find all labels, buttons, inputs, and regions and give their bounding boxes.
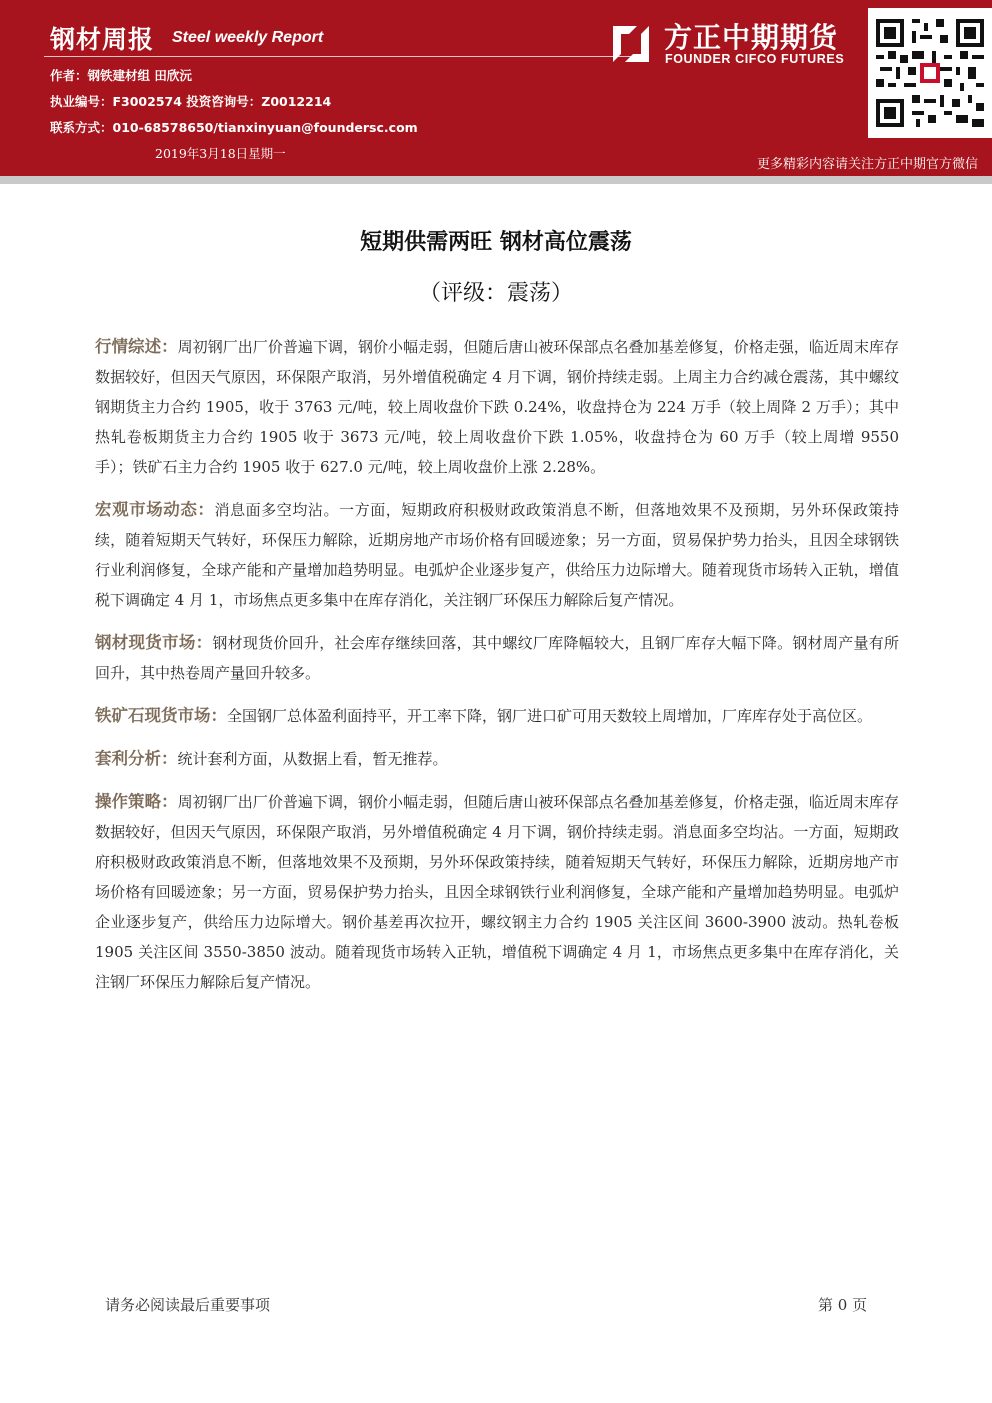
report-header xyxy=(0,0,992,176)
company-name-cn: 方正中期期货 xyxy=(664,21,839,54)
section-arbitrage xyxy=(95,744,899,774)
section-text: 周初钢厂出厂价普遍下调，钢价小幅走弱，但随后唐山被环保部点名叠加基差修复，价格走强，临近周末库存数据较好，但因天气原因，环保限产取消，另外增值税确定 4 月下调，钢价持续走弱。消息面多空均沾。一方面，短期政府积极财政政策消息不断，但落地效果不及预期，另外环保政策持续，随着短期天气转好，环保压力解除，近期房地产市场价格有回暖迹象；另一方面，贸易保护势力抬头，且因全球钢铁行业利润修复，全球产能和产量增加趋势明显。电弧炉企业逐步复产，供给压力边际增大。钢价基差再次拉开，螺纹钢主力合约 1905 关注区间 3600-3900 波动。热轧卷板 1905 关注区间 3550-3850 波动。随着现货市场转入正轨，增值税下调确定 4 月 1，市场焦点更多集中在库存消化，关注钢厂环保压力解除后复产情况。 xyxy=(95,793,900,991)
title-divider xyxy=(44,56,648,57)
company-name-en: FOUNDER CIFCO FUTURES xyxy=(665,52,845,66)
author-line: 作者：钢铁建材组 田欣沅 xyxy=(50,68,192,83)
section-label: 铁矿石现货市场： xyxy=(95,706,227,725)
section-market-summary xyxy=(95,332,899,482)
section-steel-spot xyxy=(95,628,899,688)
section-text: 统计套利方面，从数据上看，暂无推荐。 xyxy=(177,750,448,768)
section-label: 行情综述： xyxy=(95,337,178,356)
page-number: 第 0 页 xyxy=(818,1296,868,1314)
report-body xyxy=(95,332,899,1010)
section-iron-ore-spot xyxy=(95,701,899,731)
wechat-follow-note: 更多精彩内容请关注方正中期官方微信 xyxy=(756,157,978,172)
footer-disclaimer-note: 请务必阅读最后重要事项 xyxy=(105,1296,271,1314)
section-text: 全国钢厂总体盈利面持平，开工率下降，钢厂进口矿可用天数较上周增加，厂库库存处于高位区。 xyxy=(227,707,873,725)
founder-logo-icon xyxy=(609,22,653,66)
section-text: 钢材现货价回升，社会库存继续回落，其中螺纹厂库降幅较大，且钢厂库存大幅下降。钢材周产量有所回升，其中热卷周产量回升较多。 xyxy=(95,634,899,682)
section-label: 套利分析： xyxy=(95,749,178,768)
qr-code xyxy=(868,8,992,138)
report-subtitle: Steel weekly Report xyxy=(172,29,324,46)
header-stripe xyxy=(0,176,992,184)
report-date: 2019年3月18日星期一 xyxy=(155,146,286,161)
section-macro xyxy=(95,495,899,615)
document-rating: （评级：震荡） xyxy=(418,281,573,306)
section-label: 钢材现货市场： xyxy=(95,633,213,652)
section-strategy xyxy=(95,787,899,997)
contact-line: 联系方式：010-68578650/tianxinyuan@foundersc.com xyxy=(50,120,418,135)
document-title: 短期供需两旺 钢材高位震荡 xyxy=(360,230,632,255)
section-label: 操作策略： xyxy=(95,792,178,811)
license-line: 执业编号：F3002574 投资咨询号：Z0012214 xyxy=(50,94,332,109)
qr-code-icon xyxy=(876,14,984,132)
section-text: 消息面多空均沾。一方面，短期政府积极财政政策消息不断，但落地效果不及预期，另外环保政策持续，随着短期天气转好，环保压力解除，近期房地产市场价格有回暖迹象；另一方面，贸易保护势力抬头，且因全球钢铁行业利润修复，全球产能和产量增加趋势明显。电弧炉企业逐步复产，供给压力边际增大。随着现货市场转入正轨，增值税下调确定 4 月 1，市场焦点更多集中在库存消化，关注钢厂环保压力解除后复产情况。 xyxy=(95,501,900,609)
report-title: 钢材周报 xyxy=(50,25,155,54)
section-label: 宏观市场动态： xyxy=(95,500,215,519)
section-text: 周初钢厂出厂价普遍下调，钢价小幅走弱，但随后唐山被环保部点名叠加基差修复，价格走强，临近周末库存数据较好，但因天气原因，环保限产取消，另外增值税确定 4 月下调，钢价持续走弱。上周主力合约减仓震荡，其中螺纹钢期货主力合约 1905，收于 3763 元/吨，较上周收盘价下跌 0.24%，收盘持仓为 224 万手（较上周降 2 万手）；其中热轧卷板期货主力合约 1905 收于 3673 元/吨，较上周收盘价下跌 1.05%，收盘持仓为 60 万手（较上周增 9550 手）；铁矿石主力合约 1905 收于 627.0 元/吨，较上周收盘价上涨 2.28%。 xyxy=(95,338,900,476)
